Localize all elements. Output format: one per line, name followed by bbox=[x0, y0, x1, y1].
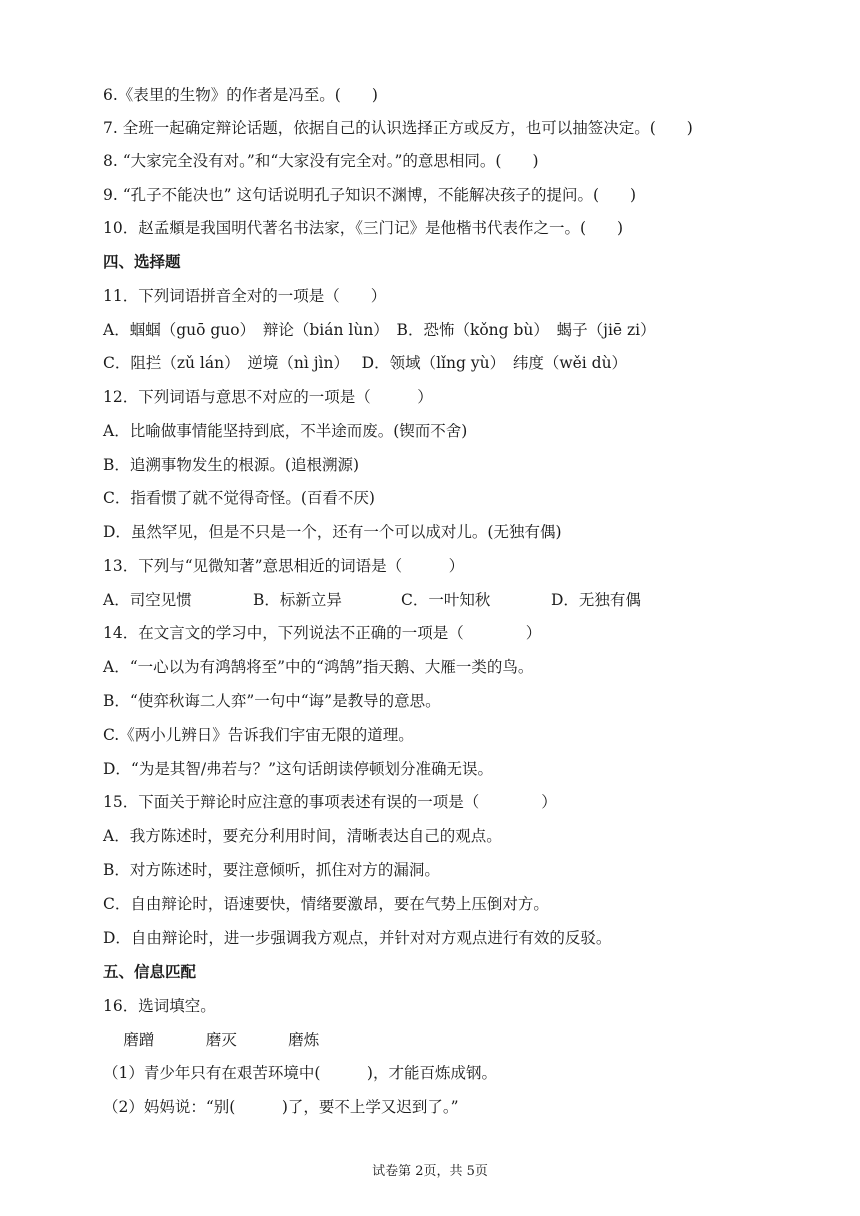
q13-options bbox=[103, 589, 641, 611]
q12-option-d: D．虽然罕见，但是不只是一个，还有一个可以成对儿。(无独有偶) bbox=[103, 523, 562, 541]
q13-option-a: A．司空见惯 bbox=[103, 591, 192, 609]
q11-options-cd: C．阻拦（zǔ lán） 逆境（nì jìn） D．领域（lǐng yù） 纬度（wěi dù） bbox=[103, 354, 628, 372]
q12-option-c: C．指看惯了就不觉得奇怪。(百看不厌) bbox=[103, 489, 375, 507]
q15-option-d: D．自由辩论时，进一步强调我方观点，并针对对方观点进行有效的反驳。 bbox=[103, 929, 612, 947]
question-11: 11．下列词语拼音全对的一项是（ ） bbox=[103, 287, 387, 305]
q16-blank-2: （2）妈妈说：“别( )了，要不上学又迟到了。” bbox=[103, 1098, 459, 1116]
question-9: 9. “孔子不能决也” 这句话说明孔子知识不渊博，不能解决孩子的提问。( ) bbox=[103, 186, 637, 204]
q15-option-c: C．自由辩论时，语速要快，情绪要激昂，要在气势上压倒对方。 bbox=[103, 895, 549, 913]
question-12: 12．下列词语与意思不对应的一项是（ ） bbox=[103, 388, 433, 406]
question-16: 16．选词填空。 bbox=[103, 997, 216, 1015]
q11-options-ab: A．蝈蝈（guō guo） 辩论（bián lùn） B．恐怖（kǒng bù） 蝎子（jiē zi） bbox=[103, 321, 656, 339]
section-heading-4: 四、选择题 bbox=[103, 253, 181, 271]
question-8: 8. “大家完全没有对。”和“大家没有完全对。”的意思相同。( ) bbox=[103, 152, 539, 170]
question-6: 6.《表里的生物》的作者是冯至。( ) bbox=[103, 86, 378, 104]
question-15: 15．下面关于辩论时应注意的事项表述有误的一项是（ ） bbox=[103, 793, 557, 811]
q14-option-b: B．“使弈秋诲二人弈”一句中“诲”是教导的意思。 bbox=[103, 692, 441, 710]
q13-option-d: D．无独有偶 bbox=[551, 591, 641, 609]
q12-option-b: B．追溯事物发生的根源。(追根溯源) bbox=[103, 456, 359, 474]
question-13: 13．下列与“见微知著”意思相近的词语是（ ） bbox=[103, 557, 465, 575]
q14-option-a: A．“一心以为有鸿鹄将至”中的“鸿鹄”指天鹅、大雁一类的鸟。 bbox=[103, 658, 534, 676]
question-7: 7. 全班一起确定辩论话题，依据自己的认识选择正方或反方，也可以抽签决定。( ) bbox=[103, 119, 693, 137]
q13-option-b: B．标新立异 bbox=[253, 591, 342, 609]
q12-option-a: A．比喻做事情能坚持到底，不半途而废。(锲而不舍) bbox=[103, 422, 468, 440]
question-14: 14．在文言文的学习中，下列说法不正确的一项是（ ） bbox=[103, 624, 542, 642]
q14-option-d: D．“为是其智/弗若与？”这句话朗读停顿划分准确无误。 bbox=[103, 760, 493, 778]
q13-option-c: C．一叶知秋 bbox=[401, 591, 491, 609]
q15-option-b: B．对方陈述时，要注意倾听，抓住对方的漏洞。 bbox=[103, 861, 440, 879]
page-footer: 试卷第 2页，共 5页 bbox=[372, 1164, 488, 1179]
section-heading-5: 五、信息匹配 bbox=[103, 963, 197, 981]
q15-option-a: A．我方陈述时，要充分利用时间，清晰表达自己的观点。 bbox=[103, 827, 502, 845]
question-10: 10．赵孟頫是我国明代著名书法家，《三门记》是他楷书代表作之一。( ) bbox=[103, 219, 624, 237]
q14-option-c: C.《两小儿辨日》告诉我们宇宙无限的道理。 bbox=[103, 726, 414, 744]
q16-blank-1: （1）青少年只有在艰苦环境中( )，才能百炼成钢。 bbox=[103, 1064, 497, 1082]
q16-word-bank: 磨蹭 磨灭 磨炼 bbox=[103, 1031, 320, 1049]
